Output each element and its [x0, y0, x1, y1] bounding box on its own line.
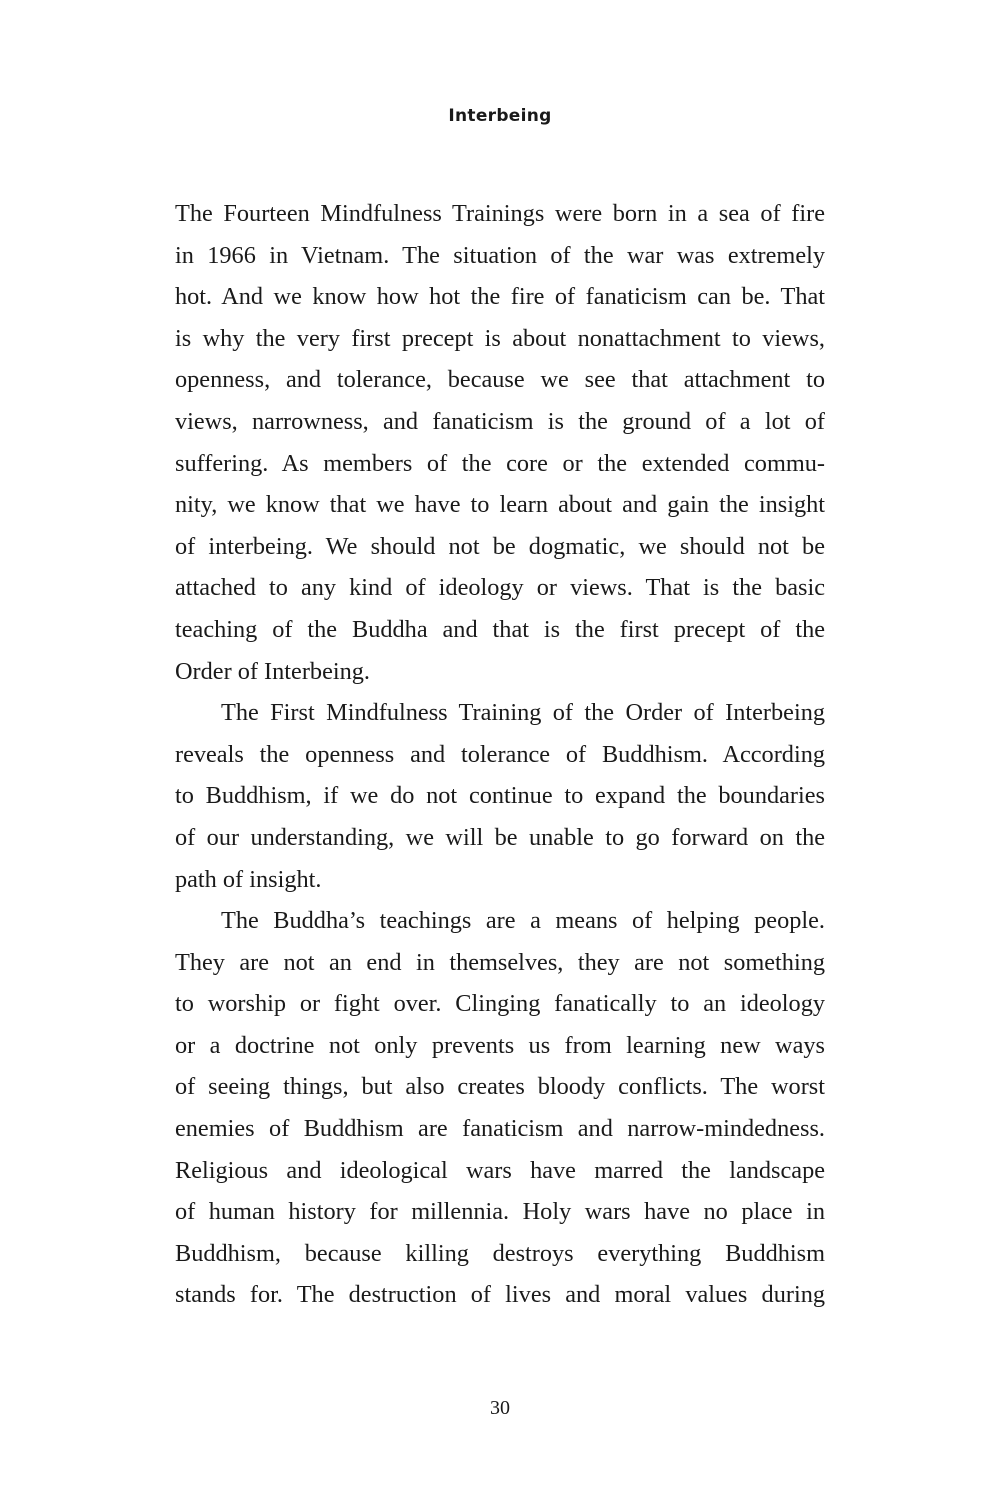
text-line: of interbeing. We should not be dogmatic, we should not be: [175, 532, 825, 560]
text-line: to Buddhism, if we do not continue to expand the boundaries: [175, 782, 825, 810]
running-header: Interbeing: [448, 106, 552, 126]
text-line: teaching of the Buddha and that is the first precept of the: [175, 615, 825, 643]
text-line: reveals the openness and tolerance of Buddhism. According: [175, 740, 825, 768]
text-line: views, narrowness, and fanaticism is the ground of a lot of: [175, 407, 825, 435]
paragraph-2: [175, 692, 825, 900]
text-line: to worship or fight over. Clinging fanatically to an ideology: [175, 990, 825, 1018]
text-line: of human history for millennia. Holy wars have no place in: [175, 1198, 825, 1226]
text-line: hot. And we know how hot the fire of fanaticism can be. That: [175, 283, 825, 311]
text-line: Religious and ideological wars have marred the landscape: [175, 1156, 825, 1184]
text-line: of seeing things, but also creates bloody conflicts. The worst: [175, 1073, 825, 1101]
paragraph-1: [175, 193, 825, 692]
text-line: is why the very first precept is about nonattachment to views,: [175, 324, 825, 352]
page-number: 30: [490, 1397, 510, 1419]
text-line: nity, we know that we have to learn about and gain the insight: [175, 491, 825, 519]
text-line: openness, and tolerance, because we see that attachment to: [175, 366, 825, 394]
text-line: enemies of Buddhism are fanaticism and narrow-mindedness.: [175, 1115, 825, 1143]
body-text: [175, 193, 825, 1316]
text-line: stands for. The destruction of lives and moral values during: [175, 1281, 825, 1309]
text-line: The First Mindfulness Training of the Order of Interbeing: [221, 699, 825, 727]
text-line: The Buddha’s teachings are a means of helping people.: [221, 907, 825, 935]
text-line: path of insight.: [175, 865, 322, 893]
text-line: suffering. As members of the core or the extended commu-: [175, 449, 825, 477]
text-line: in 1966 in Vietnam. The situation of the war was extremely: [175, 241, 825, 269]
text-line: or a doctrine not only prevents us from learning new ways: [175, 1031, 825, 1059]
text-line: Order of Interbeing.: [175, 657, 370, 685]
text-line: The Fourteen Mindfulness Trainings were born in a sea of fire: [175, 200, 825, 227]
text-line: Buddhism, because killing destroys everything Buddhism: [175, 1239, 825, 1267]
text-line: They are not an end in themselves, they are not something: [175, 948, 825, 976]
paragraph-3: [175, 900, 825, 1316]
text-line: attached to any kind of ideology or views. That is the basic: [175, 574, 825, 602]
text-line: of our understanding, we will be unable to go forward on the: [175, 823, 825, 851]
